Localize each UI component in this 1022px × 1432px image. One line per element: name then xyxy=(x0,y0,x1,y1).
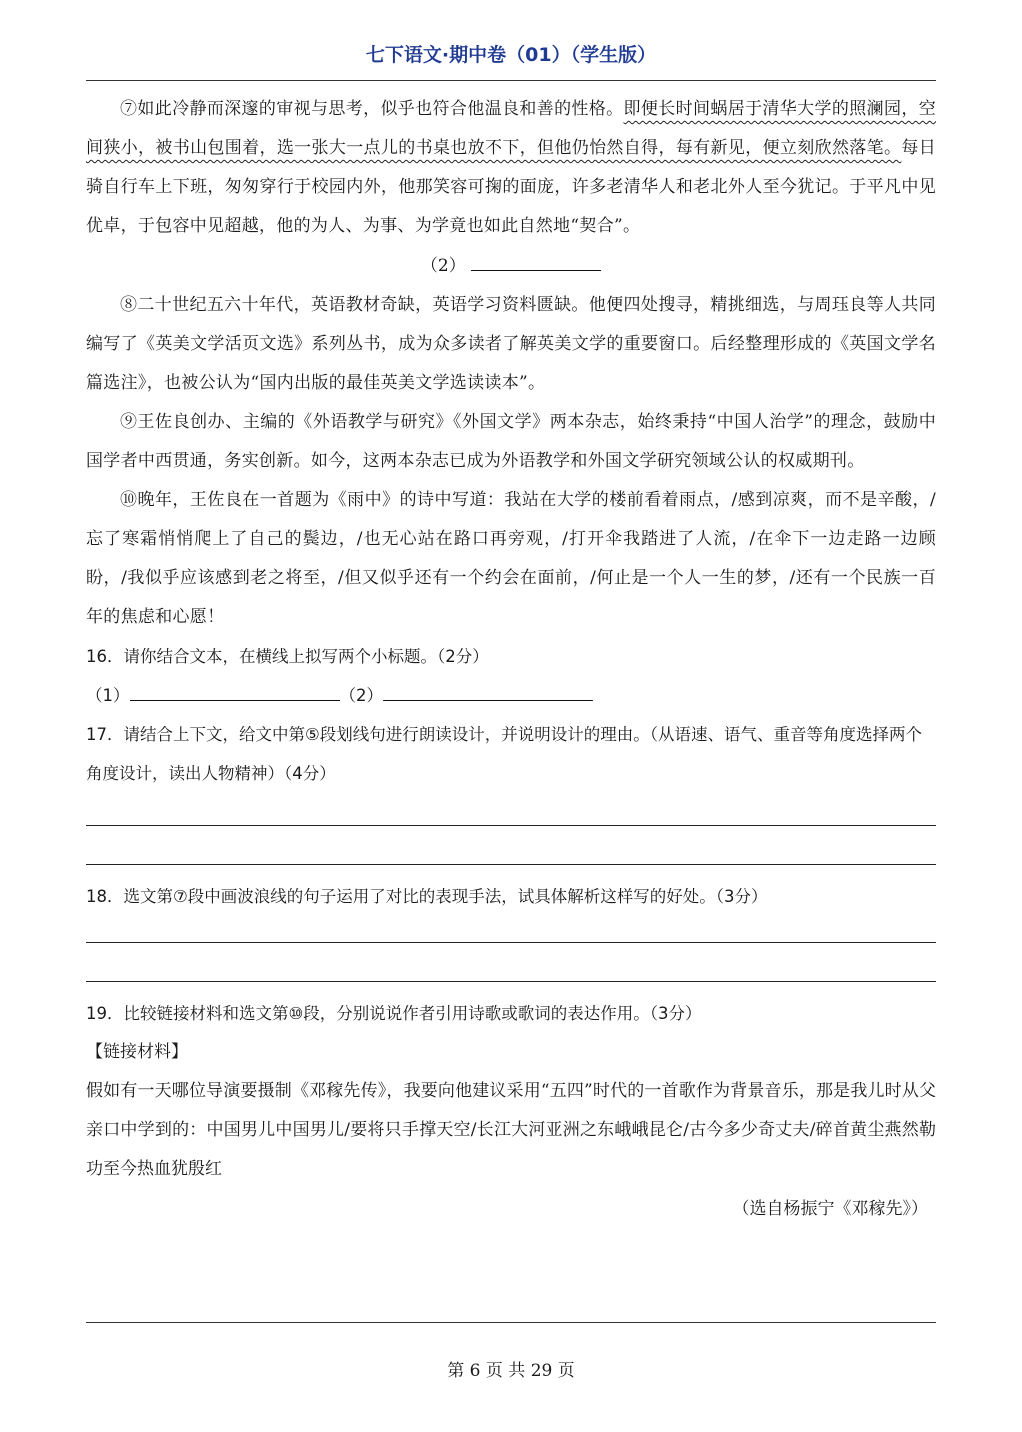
paragraph-7-rest: 每日骑自行车上下班，匆匆穿行于校园内外，他那笑容可掬的面庞，许多老清华人和老北外人至今犹记。于平凡中见优卓，于包容中见超越，他的为人、为事、为学竟也如此自然地“契合”。 xyxy=(86,138,936,236)
page-content xyxy=(86,90,936,1229)
question-17: 17．请结合上下文，给文中第⑤段划线句进行朗读设计，并说明设计的理由。（从语速、语气、重音等角度选择两个角度设计，读出人物精神）（4分） xyxy=(86,725,923,783)
paragraph-10: ⑩晚年，王佐良在一首题为《雨中》的诗中写道：我站在大学的楼前看着雨点，/感到凉爽，而不是辛酸，/忘了寒霜悄悄爬上了自己的鬓边，/也无心站在路口再旁观，/打开伞我踏进了人流，/在伞下一边走路一边顾盼，/我似乎应该感到老之将至，/但又似乎还有一个约会在面前，/何止是一个人一生的梦，/还有一个民族一百年的焦虑和心愿！ xyxy=(86,490,936,627)
link-material-heading: 【链接材料】 xyxy=(86,1042,188,1062)
paragraph-7 xyxy=(86,90,936,246)
q17-answer-line-1[interactable] xyxy=(86,825,936,826)
paragraph-8: ⑧二十世纪五六十年代，英语教材奇缺，英语学习资料匮缺。他便四处搜寻，精挑细选，与周珏良等人共同编写了《英美文学活页文选》系列丛书，成为众多读者了解英美文学的重要窗口。后经整理形成的《英国文学名篇选注》，也被公认为“国内出版的最佳英美文学选读读本”。 xyxy=(86,295,936,393)
question-16-answer-row xyxy=(86,676,936,715)
page-header-title: 七下语文·期中卷（01）（学生版） xyxy=(365,44,657,66)
question-16: 16．请你结合文本，在横线上拟写两个小标题。（2分） xyxy=(86,647,489,666)
paragraph-7-intro: ⑦如此冷静而深邃的审视与思考，似乎也符合他温良和善的性格。 xyxy=(120,99,624,119)
question-19: 19．比较链接材料和选文第⑩段，分别说说作者引用诗歌或歌词的表达作用。（3分） xyxy=(86,1004,702,1023)
header-divider xyxy=(86,80,936,81)
q18-answer-line-1[interactable] xyxy=(86,942,936,943)
question-18: 18．选文第⑦段中画波浪线的句子运用了对比的表现手法，试具体解析这样写的好处。（3分） xyxy=(86,887,768,906)
paragraph-9: ⑨王佐良创办、主编的《外语教学与研究》《外国文学》两本杂志，始终秉持“中国人治学”的理念，鼓励中国学者中西贯通，务实创新。如今，这两本杂志已成为外语教学和外国文学研究领域公认的权威期刊。 xyxy=(86,412,936,471)
page-number: 第 6 页 共 29 页 xyxy=(447,1361,575,1381)
q16-blank-2-label: （2） xyxy=(339,686,383,705)
q16-blank-1-label: （1） xyxy=(86,686,130,705)
subtitle-2-blank[interactable] xyxy=(471,252,601,271)
link-material-text: 假如有一天哪位导演要摄制《邓稼先传》，我要向他建议采用“五四”时代的一首歌作为背景音乐，那是我儿时从父亲口中学到的：中国男儿中国男儿/要将只手撑天空/长江大河亚洲之东峨峨昆仑/古今多少奇丈夫/碎首黄尘燕然勒功至今热血犹殷红 xyxy=(86,1081,936,1179)
q18-answer-line-2[interactable] xyxy=(86,981,936,982)
paragraph-7-wavy-sentence: 即便长时间蜗居于清华大学的照澜园，空间狭小，被书山包围着，选一张大一点儿的书桌也放不下，但他仍怡然自得，每有新见，便立刻欣然落笔。 xyxy=(86,99,936,158)
q16-blank-2[interactable] xyxy=(383,682,593,701)
subtitle-2-label: （2） xyxy=(420,256,466,276)
subtitle-2-row xyxy=(86,246,936,286)
link-material-source: （选自杨振宁《邓稼先》） xyxy=(732,1199,928,1219)
footer-divider xyxy=(86,1322,936,1323)
q16-blank-1[interactable] xyxy=(130,682,340,701)
q17-answer-line-2[interactable] xyxy=(86,864,936,865)
